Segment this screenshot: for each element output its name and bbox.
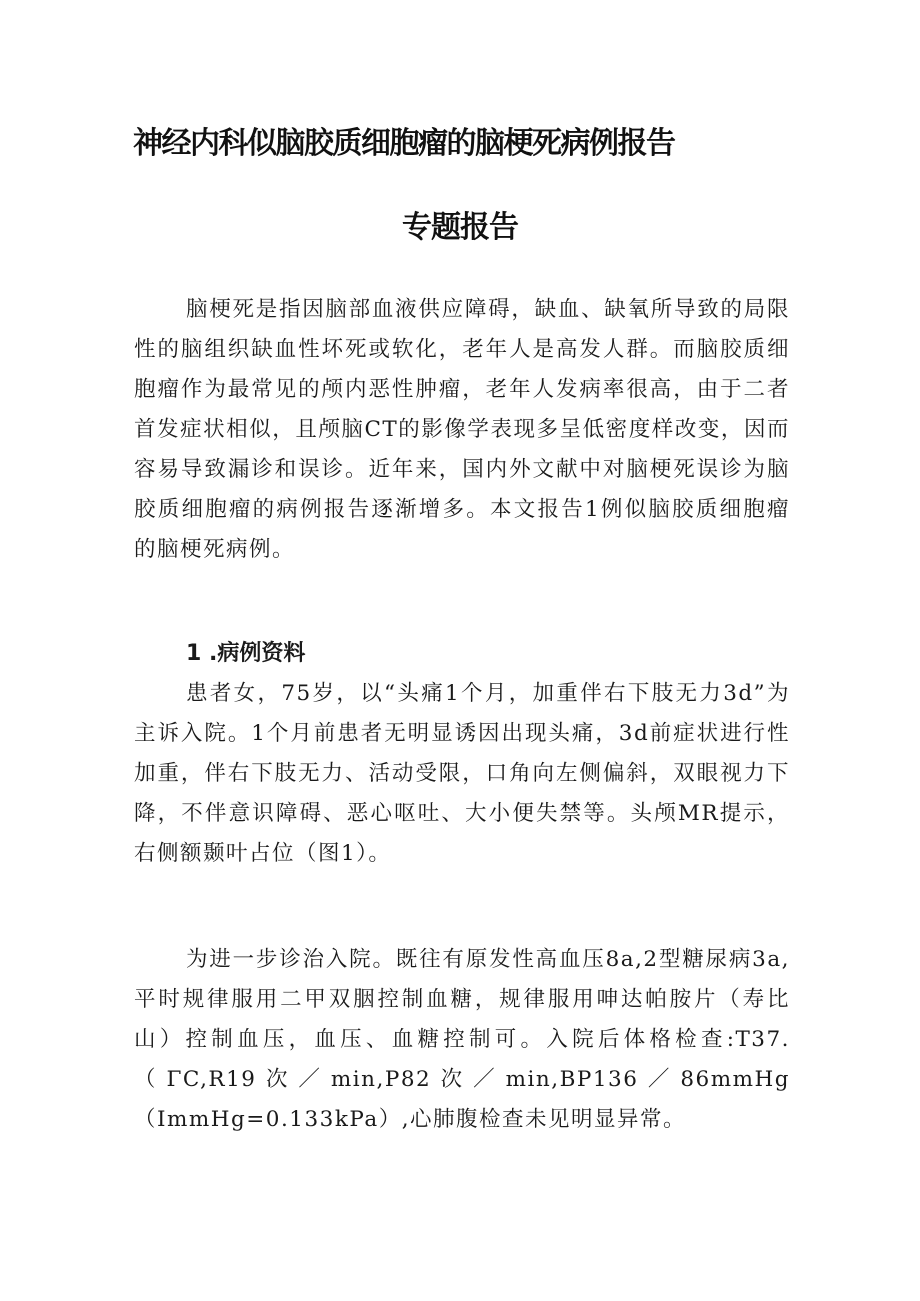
history-paragraph: 为进一步诊治入院。既往有原发性高血压8a,2型糖尿病3a,平时规律服用二甲双胭控制血糖，规律服用呻达帕胺片（寿比山）控制血压，血压、血糖控制可。入院后体格检查:T37.（ΓC,R19次／min,P82次／min,BP136／86mmHg（ImmHg=0.133kPa）,心肺腹检查未见明显异常。 — [134, 947, 790, 1132]
document-subtitle: 专题报告 — [402, 210, 518, 245]
section-heading: 1 .病例资料 — [186, 641, 306, 666]
case-paragraph: 患者女，75岁，以“头痛1个月，加重伴右下肢无力3d”为主诉入院。1个月前患者无明显诱因出现头痛，3d前症状进行性加重，伴右下肢无力、活动受限，口角向左侧偏斜，双眼视力下降，不伴意识障碍、恶心呕吐、大小便失禁等。头颅MR提示，右侧额颞叶占位（图1）。 — [134, 681, 790, 866]
intro-paragraph: 脑梗死是指因脑部血液供应障碍，缺血、缺氧所导致的局限性的脑组织缺血性坏死或软化，老年人是高发人群。而脑胶质细胞瘤作为最常见的颅内恶性肿瘤，老年人发病率很高，由于二者首发症状相似，且颅脑CT的影像学表现多呈低密度样改变，因而容易导致漏诊和误诊。近年来，国内外文献中对脑梗死误诊为脑胶质细胞瘤的病例报告逐渐增多。本文报告1例似脑胶质细胞瘤的脑梗死病例。 — [134, 297, 790, 562]
document-title: 神经内科似脑胶质细胞瘤的脑梗死病例报告 — [133, 126, 675, 161]
